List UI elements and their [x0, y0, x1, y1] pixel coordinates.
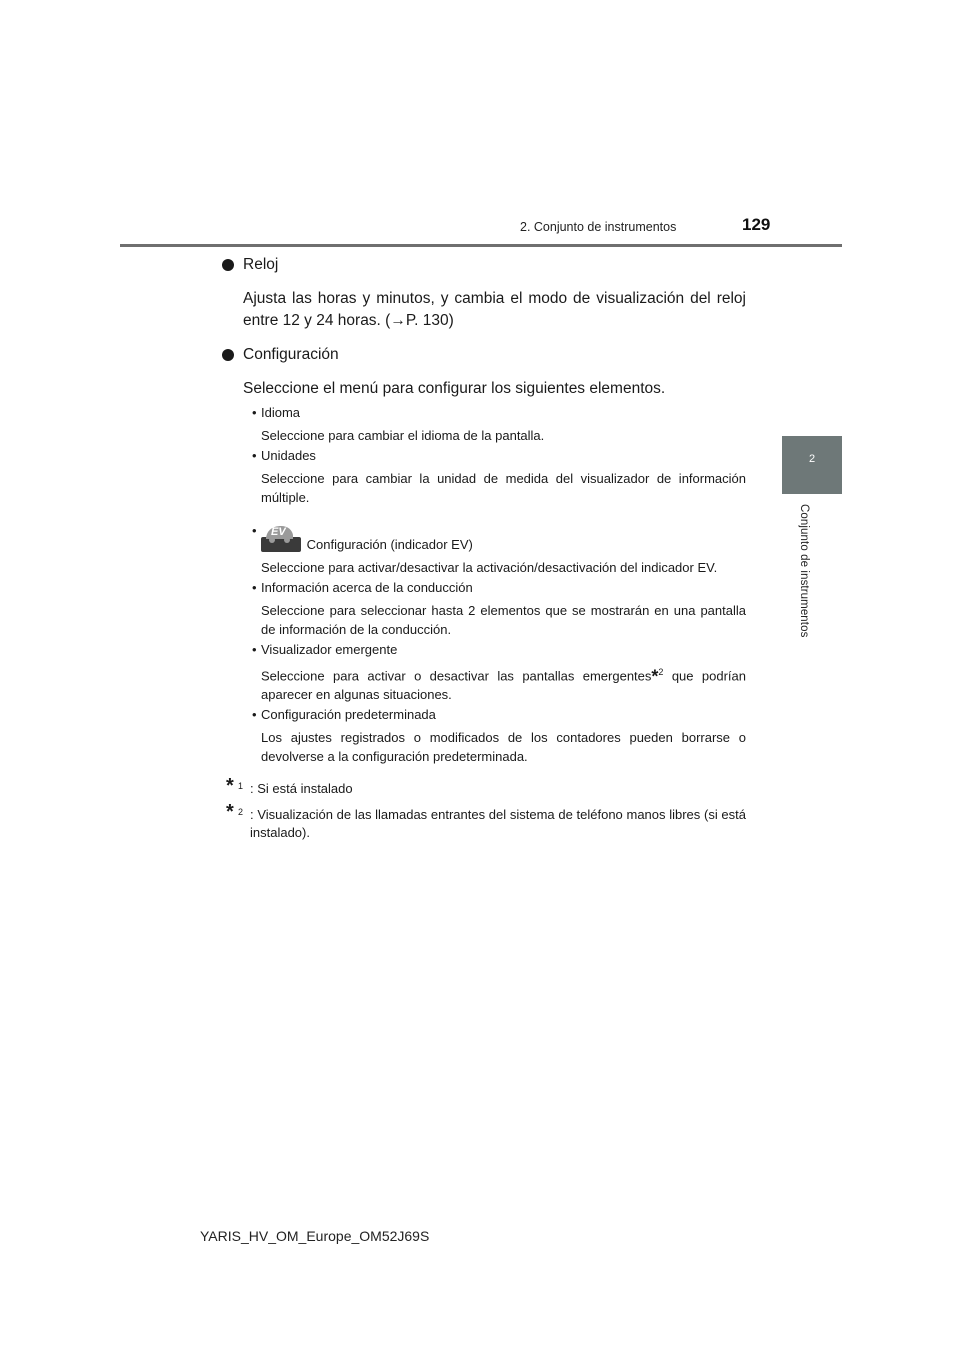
list-item	[252, 579, 746, 597]
item-description: Seleccione para cambiar el idioma de la pantalla.	[261, 428, 545, 443]
document-code: YARIS_HV_OM_Europe_OM52J69S	[200, 1228, 430, 1244]
bullet-marker: •	[252, 405, 257, 420]
list-item	[252, 404, 746, 422]
item-description: Los ajustes registrados o modificados de los contadores pueden borrarse o devolverse a la configuración predeterminada.	[261, 730, 746, 765]
item-description: Seleccione para seleccionar hasta 2 elementos que se mostrarán en una pantalla de información de la conducción.	[261, 603, 746, 637]
header-divider	[120, 244, 842, 247]
bullet-marker: •	[252, 523, 257, 538]
item-label: Configuración (indicador EV)	[306, 537, 473, 552]
footnote-star: *	[651, 666, 659, 687]
bullet-marker: •	[252, 642, 257, 657]
section-heading: Configuración	[243, 346, 339, 363]
section-reloj	[222, 254, 746, 276]
item-description	[261, 663, 746, 704]
item-label: Idioma	[261, 405, 301, 420]
bullet-dot-icon	[222, 349, 234, 361]
bullet-dot-icon	[222, 259, 234, 271]
footnote	[226, 801, 746, 842]
section-heading: Reloj	[243, 256, 279, 273]
chapter-side-label: Conjunto de instrumentos	[798, 504, 810, 638]
list-item	[252, 706, 746, 724]
svg-text:EV: EV	[271, 526, 286, 538]
list-item	[252, 513, 746, 554]
page-content	[222, 254, 746, 842]
footnote-number: 2	[238, 807, 244, 818]
item-description-text: Seleccione para activar o desactivar las pantallas emergentes	[261, 668, 652, 684]
footnote-star: *	[226, 775, 234, 798]
page-number: 129	[742, 215, 771, 234]
item-description-text: que podrían aparecer en algunas situaciones.	[261, 668, 746, 703]
chapter-tab: 2	[782, 436, 842, 494]
item-label: Unidades	[261, 448, 316, 463]
bullet-marker: •	[252, 707, 257, 723]
item-label-row	[261, 513, 746, 554]
bullet-marker: •	[252, 448, 257, 463]
list-item	[252, 641, 746, 659]
item-label: Información acerca de la conducción	[261, 580, 473, 595]
footnote-text: : Visualización de las llamadas entrantes del sistema de teléfono manos libres (si está instalado).	[250, 807, 746, 841]
section-body: Ajusta las horas y minutos, y cambia el modo de visualización del reloj entre 12 y 24 horas. (→P. 130)	[243, 290, 746, 329]
section-configuracion	[222, 344, 746, 366]
item-description: Seleccione para cambiar la unidad de medida del visualizador de información múltiple.	[261, 471, 746, 505]
footnote	[226, 775, 746, 798]
list-item	[252, 447, 746, 465]
item-label: Configuración predeterminada	[261, 707, 436, 723]
footnote-star: *	[226, 801, 234, 824]
item-description: Seleccione para activar/desactivar la activación/desactivación del indicador EV.	[261, 560, 718, 575]
footnote-number: 1	[238, 781, 244, 792]
section-title: 2. Conjunto de instrumentos	[520, 220, 677, 234]
footnote-ref: 2	[658, 667, 664, 677]
footnote-text: : Si está instalado	[250, 781, 353, 797]
ev-indicator-icon	[261, 526, 301, 552]
bullet-marker: •	[252, 580, 257, 595]
section-body: Seleccione el menú para configurar los siguientes elementos.	[243, 380, 666, 397]
item-label: Visualizador emergente	[261, 642, 398, 657]
